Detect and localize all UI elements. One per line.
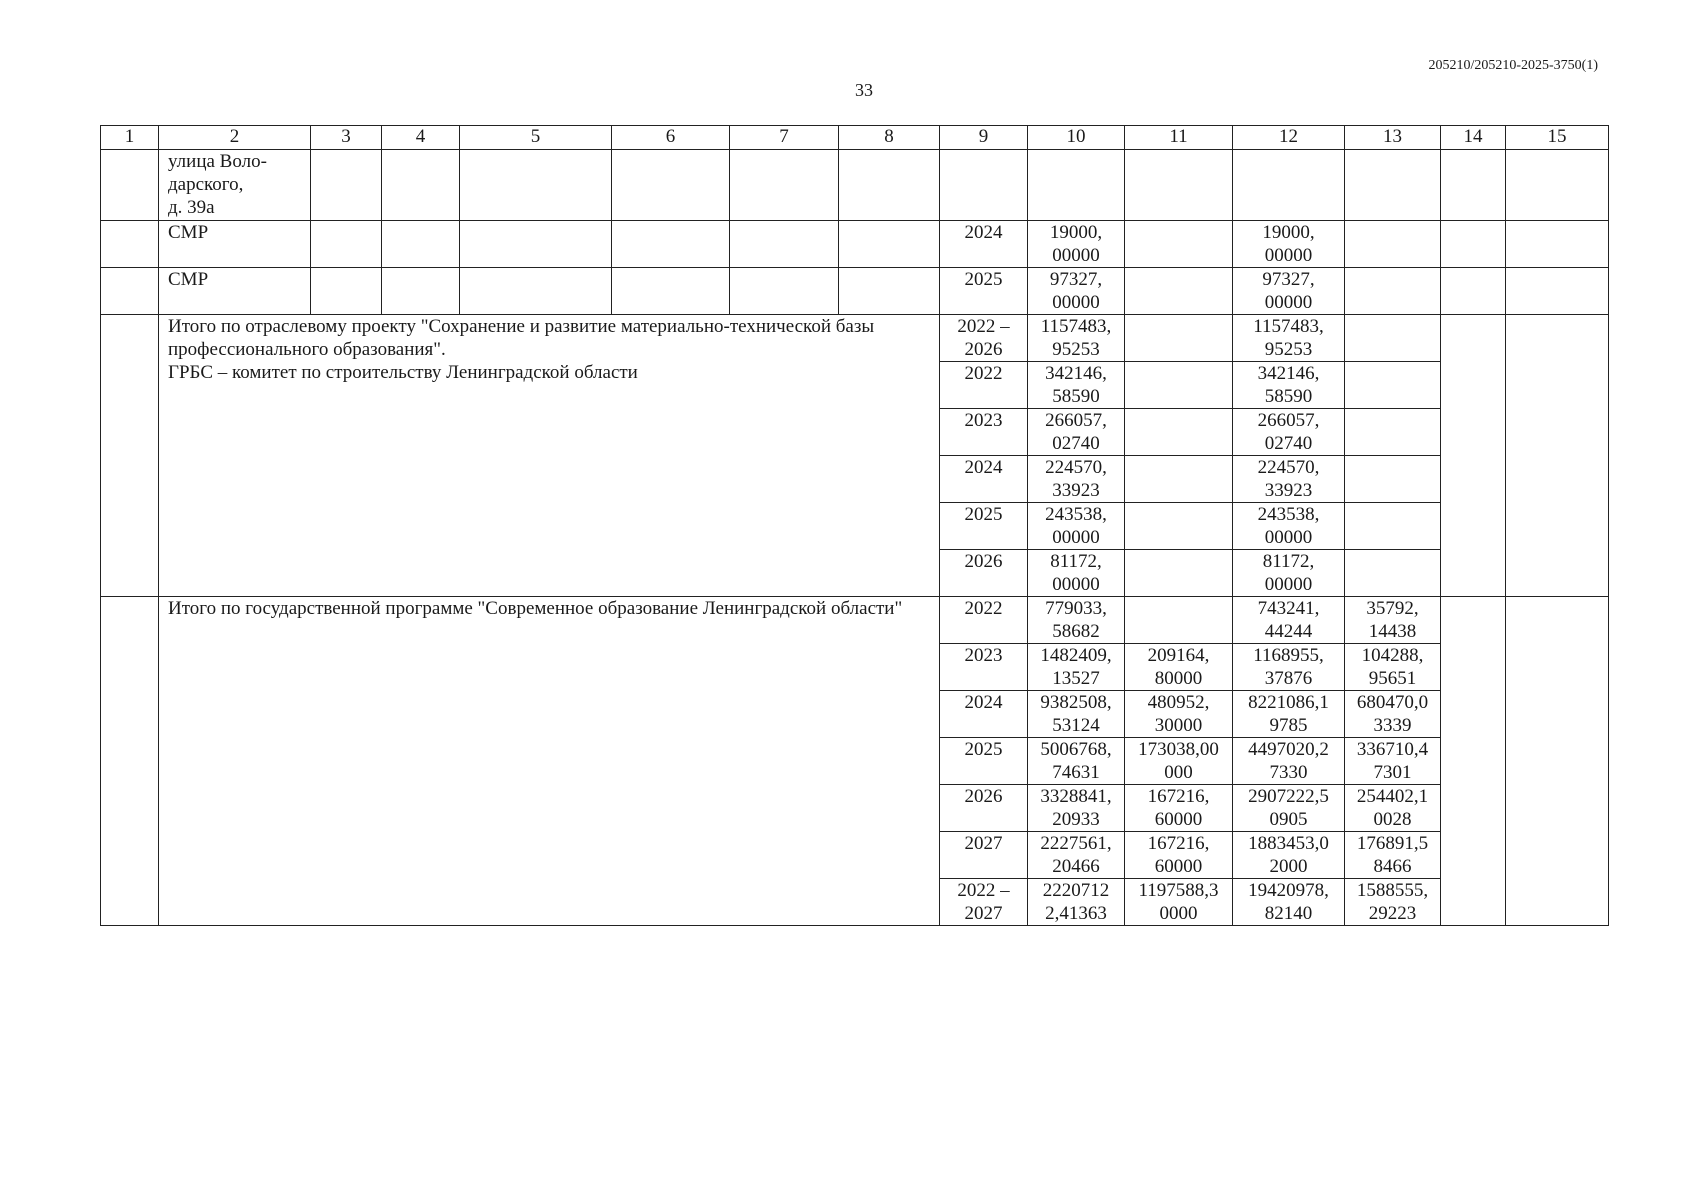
federal-cell: [1125, 362, 1233, 409]
table-cell: [101, 150, 159, 221]
table-cell: [101, 221, 159, 268]
total-label: [159, 597, 940, 926]
year-cell: [940, 150, 1028, 221]
regional-cell: 743241, 44244: [1233, 597, 1345, 644]
budget-table: [100, 125, 1609, 926]
total-cell: 5006768, 74631: [1028, 738, 1125, 785]
table-cell: [839, 150, 940, 221]
sector-total-title: Итого по отраслевому проекту "Сохранение и развитие материально-технической базы профессионального образования".: [168, 316, 875, 360]
row-label: СМР: [159, 268, 311, 315]
federal-cell: [1125, 315, 1233, 362]
total-cell: 779033, 58682: [1028, 597, 1125, 644]
local-cell: [1345, 503, 1441, 550]
table-cell: [460, 221, 612, 268]
year-cell: 2023: [940, 409, 1028, 456]
local-cell: 1588555, 29223: [1345, 879, 1441, 926]
table-cell: [460, 268, 612, 315]
local-cell: 680470,0 3339: [1345, 691, 1441, 738]
table-cell: [1506, 150, 1609, 221]
total-cell: 342146, 58590: [1028, 362, 1125, 409]
table-cell: [1506, 315, 1609, 597]
table-cell: [839, 268, 940, 315]
total-cell: 243538, 00000: [1028, 503, 1125, 550]
year-cell: 2026: [940, 785, 1028, 832]
local-cell: [1345, 362, 1441, 409]
local-cell: 104288, 95651: [1345, 644, 1441, 691]
table-body: [101, 126, 1609, 926]
year-cell: 2024: [940, 221, 1028, 268]
table-row: [101, 268, 1609, 315]
table-cell: [311, 150, 382, 221]
total-cell: 1157483, 95253: [1028, 315, 1125, 362]
program-total-title: Итого по государственной программе "Современное образование Ленинградской области": [168, 598, 903, 619]
row-label: улица Воло- дарского, д. 39а: [159, 150, 311, 221]
total-cell: 224570, 33923: [1028, 456, 1125, 503]
table-cell: [1441, 150, 1506, 221]
year-cell: 2025: [940, 503, 1028, 550]
regional-cell: 1168955, 37876: [1233, 644, 1345, 691]
page-number: 33: [855, 80, 873, 100]
table-cell: [730, 150, 839, 221]
table-cell: [1506, 221, 1609, 268]
table-cell: [612, 221, 730, 268]
regional-cell: 19000, 00000: [1233, 221, 1345, 268]
local-cell: [1345, 456, 1441, 503]
total-cell: 3328841, 20933: [1028, 785, 1125, 832]
column-header: 10: [1028, 126, 1125, 150]
total-cell: 1482409, 13527: [1028, 644, 1125, 691]
regional-cell: 224570, 33923: [1233, 456, 1345, 503]
federal-cell: 167216, 60000: [1125, 785, 1233, 832]
regional-cell: 1883453,0 2000: [1233, 832, 1345, 879]
column-header: 8: [839, 126, 940, 150]
table-cell: [382, 221, 460, 268]
total-cell: 97327, 00000: [1028, 268, 1125, 315]
local-cell: [1345, 409, 1441, 456]
year-cell: 2022 – 2026: [940, 315, 1028, 362]
regional-cell: 81172, 00000: [1233, 550, 1345, 597]
table-cell: [460, 150, 612, 221]
local-cell: 254402,1 0028: [1345, 785, 1441, 832]
local-cell: [1345, 268, 1441, 315]
year-cell: 2023: [940, 644, 1028, 691]
total-cell: 2220712 2,41363: [1028, 879, 1125, 926]
total-cell: 81172, 00000: [1028, 550, 1125, 597]
federal-cell: [1125, 221, 1233, 268]
regional-cell: 243538, 00000: [1233, 503, 1345, 550]
federal-cell: 209164, 80000: [1125, 644, 1233, 691]
document-id: 205210/205210-2025-3750(1): [1428, 58, 1598, 73]
regional-cell: 2907222,5 0905: [1233, 785, 1345, 832]
local-cell: 35792, 14438: [1345, 597, 1441, 644]
table-cell: [1441, 597, 1506, 926]
total-cell: 2227561, 20466: [1028, 832, 1125, 879]
federal-cell: 480952, 30000: [1125, 691, 1233, 738]
table-cell: [1441, 221, 1506, 268]
column-header: 6: [612, 126, 730, 150]
year-cell: 2025: [940, 738, 1028, 785]
federal-cell: [1125, 456, 1233, 503]
total-cell: 19000, 00000: [1028, 221, 1125, 268]
column-header: 1: [101, 126, 159, 150]
table-cell: [839, 221, 940, 268]
table-cell: [612, 268, 730, 315]
year-cell: 2024: [940, 456, 1028, 503]
federal-cell: 167216, 60000: [1125, 832, 1233, 879]
year-cell: 2024: [940, 691, 1028, 738]
column-header: 12: [1233, 126, 1345, 150]
total-cell: [1028, 150, 1125, 221]
local-cell: [1345, 315, 1441, 362]
table-row: [101, 597, 1609, 644]
row-label: СМР: [159, 221, 311, 268]
table-cell: [311, 221, 382, 268]
federal-cell: [1125, 268, 1233, 315]
year-cell: 2025: [940, 268, 1028, 315]
local-cell: [1345, 150, 1441, 221]
regional-cell: 266057, 02740: [1233, 409, 1345, 456]
year-cell: 2022: [940, 597, 1028, 644]
table-row: [101, 150, 1609, 221]
column-header: 14: [1441, 126, 1506, 150]
table-cell: [382, 150, 460, 221]
regional-cell: 4497020,2 7330: [1233, 738, 1345, 785]
regional-cell: 19420978, 82140: [1233, 879, 1345, 926]
year-cell: 2022: [940, 362, 1028, 409]
table-cell: [101, 268, 159, 315]
column-header: 4: [382, 126, 460, 150]
local-cell: 336710,4 7301: [1345, 738, 1441, 785]
federal-cell: [1125, 503, 1233, 550]
federal-cell: [1125, 597, 1233, 644]
table-row: [101, 315, 1609, 362]
federal-cell: 1197588,3 0000: [1125, 879, 1233, 926]
header-row: [101, 126, 1609, 150]
local-cell: [1345, 550, 1441, 597]
column-header: 5: [460, 126, 612, 150]
total-cell: 266057, 02740: [1028, 409, 1125, 456]
table-cell: [730, 221, 839, 268]
column-header: 13: [1345, 126, 1441, 150]
table-cell: [730, 268, 839, 315]
federal-cell: 173038,00 000: [1125, 738, 1233, 785]
table-cell: [382, 268, 460, 315]
year-cell: 2027: [940, 832, 1028, 879]
column-header: 3: [311, 126, 382, 150]
column-header: 15: [1506, 126, 1609, 150]
regional-cell: 8221086,1 9785: [1233, 691, 1345, 738]
table-cell: [101, 597, 159, 926]
local-cell: 176891,5 8466: [1345, 832, 1441, 879]
sector-total-grbs: ГРБС – комитет по строительству Ленинградской области: [168, 362, 638, 383]
regional-cell: [1233, 150, 1345, 221]
year-cell: 2026: [940, 550, 1028, 597]
table-cell: [1441, 315, 1506, 597]
table-cell: [1441, 268, 1506, 315]
table-cell: [101, 315, 159, 597]
table-cell: [1506, 597, 1609, 926]
regional-cell: 342146, 58590: [1233, 362, 1345, 409]
column-header: 9: [940, 126, 1028, 150]
federal-cell: [1125, 409, 1233, 456]
regional-cell: 1157483, 95253: [1233, 315, 1345, 362]
table-row: [101, 221, 1609, 268]
table-cell: [1506, 268, 1609, 315]
column-header: 2: [159, 126, 311, 150]
column-header: 11: [1125, 126, 1233, 150]
table-cell: [311, 268, 382, 315]
column-header: 7: [730, 126, 839, 150]
federal-cell: [1125, 150, 1233, 221]
local-cell: [1345, 221, 1441, 268]
year-cell: 2022 – 2027: [940, 879, 1028, 926]
total-label: [159, 315, 940, 597]
total-cell: 9382508, 53124: [1028, 691, 1125, 738]
federal-cell: [1125, 550, 1233, 597]
regional-cell: 97327, 00000: [1233, 268, 1345, 315]
table-cell: [612, 150, 730, 221]
